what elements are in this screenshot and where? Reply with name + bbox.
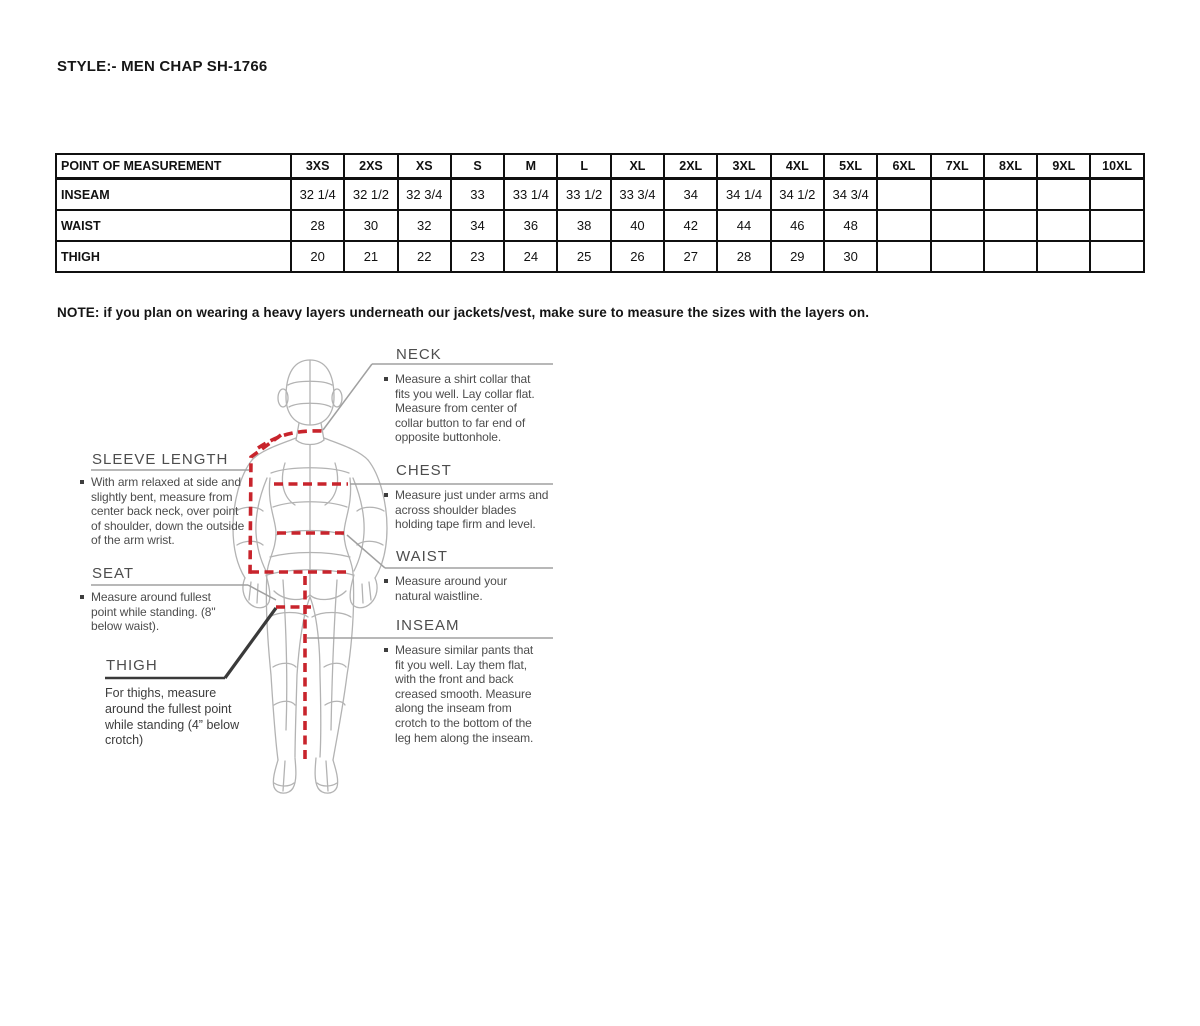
measurement-cell: 48 [824, 210, 877, 241]
bullet-icon [80, 480, 84, 484]
measurement-cell: 38 [557, 210, 610, 241]
measurement-cell [877, 241, 930, 272]
column-header-size-10xl: 10XL [1090, 154, 1143, 179]
bullet-icon [384, 493, 388, 497]
waist-label: WAIST [396, 548, 448, 565]
measurement-cell: 33 1/2 [557, 179, 610, 211]
seat-description: Measure around fullest point while standing. (8" below waist). [80, 590, 230, 634]
measurement-cell: 32 1/4 [291, 179, 344, 211]
measurement-cell: 44 [717, 210, 770, 241]
measurement-cell: 40 [611, 210, 664, 241]
column-header-size-2xs: 2XS [344, 154, 397, 179]
column-header-size-xl: XL [611, 154, 664, 179]
measurement-cell: 27 [664, 241, 717, 272]
measurement-cell: 33 [451, 179, 504, 211]
column-header-point-of-measurement: POINT OF MEASUREMENT [56, 154, 291, 179]
waist-leader-line [347, 535, 385, 568]
measurement-cell: 32 1/2 [344, 179, 397, 211]
note-text: NOTE: if you plan on wearing a heavy layers underneath our jackets/vest, make sure to measure the sizes with the layers on. [57, 305, 870, 320]
column-header-size-3xl: 3XL [717, 154, 770, 179]
measurement-lines [250, 431, 348, 763]
measurement-cell [1090, 210, 1143, 241]
measurement-cell [984, 179, 1037, 211]
inseam-description: Measure similar pants that fit you well. Lay them flat, with the front and back creased smooth. Measure along the inseam from crotch to the bottom of the leg hem along the inseam. [384, 643, 542, 745]
measurement-cell: 33 1/4 [504, 179, 557, 211]
measurement-cell [877, 179, 930, 211]
measurement-cell [877, 210, 930, 241]
measurement-cell [1090, 241, 1143, 272]
thigh-description: For thighs, measure around the fullest point while standing (4” below crotch) [105, 686, 240, 748]
sleeve-length-label: SLEEVE LENGTH [92, 451, 229, 468]
measurement-cell: 42 [664, 210, 717, 241]
size-chart-table [55, 153, 1145, 273]
measurement-cell: 26 [611, 241, 664, 272]
measurement-cell: 33 3/4 [611, 179, 664, 211]
column-header-size-9xl: 9XL [1037, 154, 1090, 179]
neck-description: Measure a shirt collar that fits you well. Lay collar flat. Measure from center of collar button to far end of opposite buttonhole. [384, 372, 542, 445]
measurement-cell [931, 210, 984, 241]
measurement-cell: 34 3/4 [824, 179, 877, 211]
row-label-inseam: INSEAM [56, 179, 291, 211]
measurement-cell: 29 [771, 241, 824, 272]
bullet-icon [384, 648, 388, 652]
waist-description: Measure around your natural waistline. [384, 574, 534, 603]
measurement-cell [931, 179, 984, 211]
column-header-size-m: M [504, 154, 557, 179]
column-header-size-6xl: 6XL [877, 154, 930, 179]
bullet-icon [384, 377, 388, 381]
column-header-size-xs: XS [398, 154, 451, 179]
measurement-cell [1037, 179, 1090, 211]
measurement-cell [931, 241, 984, 272]
measurement-cell [984, 241, 1037, 272]
sleeve-length-description: With arm relaxed at side and slightly bent, measure from center back neck, over point of shoulder, down the outside of the arm wrist. [80, 475, 250, 548]
measurement-cell: 20 [291, 241, 344, 272]
measurement-cell: 46 [771, 210, 824, 241]
bullet-icon [80, 595, 84, 599]
measurement-cell: 24 [504, 241, 557, 272]
table-row-inseam [56, 179, 1144, 211]
column-header-size-3xs: 3XS [291, 154, 344, 179]
measurement-cell: 34 1/2 [771, 179, 824, 211]
measurement-cell [1037, 241, 1090, 272]
measurement-cell: 32 3/4 [398, 179, 451, 211]
measurement-cell [1037, 210, 1090, 241]
row-label-waist: WAIST [56, 210, 291, 241]
chest-label: CHEST [396, 462, 452, 479]
size-chart-body [56, 179, 1144, 273]
measurement-cell: 25 [557, 241, 610, 272]
thigh-label: THIGH [106, 657, 158, 674]
chest-description: Measure just under arms and across shoulder blades holding tape firm and level. [384, 488, 552, 532]
measurement-cell: 30 [344, 210, 397, 241]
table-row-waist [56, 210, 1144, 241]
measurement-cell: 22 [398, 241, 451, 272]
column-header-size-4xl: 4XL [771, 154, 824, 179]
column-header-size-s: S [451, 154, 504, 179]
table-row-thigh [56, 241, 1144, 272]
neck-label: NECK [396, 346, 442, 363]
row-label-thigh: THIGH [56, 241, 291, 272]
column-header-size-2xl: 2XL [664, 154, 717, 179]
measurement-cell [984, 210, 1037, 241]
measurement-cell: 23 [451, 241, 504, 272]
measurement-cell: 28 [717, 241, 770, 272]
bullet-icon [384, 579, 388, 583]
measurement-cell: 34 1/4 [717, 179, 770, 211]
column-header-size-8xl: 8XL [984, 154, 1037, 179]
measurement-cell: 34 [451, 210, 504, 241]
measurement-cell: 30 [824, 241, 877, 272]
measurement-cell [1090, 179, 1143, 211]
column-header-size-l: L [557, 154, 610, 179]
seat-label: SEAT [92, 565, 135, 582]
measurement-cell: 21 [344, 241, 397, 272]
seat-leader-line [248, 585, 276, 600]
measurement-cell: 32 [398, 210, 451, 241]
page-title: STYLE:- MEN CHAP SH-1766 [57, 58, 268, 75]
column-header-size-5xl: 5XL [824, 154, 877, 179]
inseam-label: INSEAM [396, 617, 460, 634]
measurement-cell: 36 [504, 210, 557, 241]
size-chart-header-row [56, 154, 1144, 179]
column-header-size-7xl: 7XL [931, 154, 984, 179]
measurement-cell: 34 [664, 179, 717, 211]
measurement-cell: 28 [291, 210, 344, 241]
